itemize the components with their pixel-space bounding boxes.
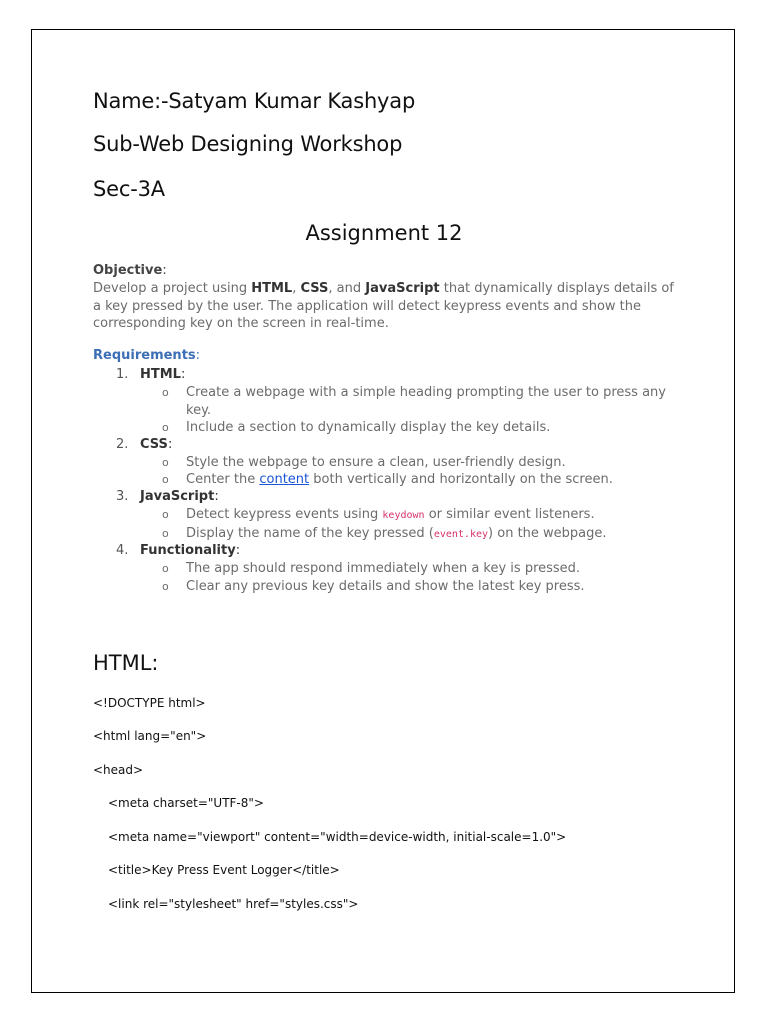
requirement-subitem: o Include a section to dynamically display the key details. [162, 420, 551, 436]
requirements-list [93, 367, 693, 595]
requirement-item: 2. CSS: [116, 436, 173, 452]
requirement-subitem: o Create a webpage with a simple heading prompting the user to press any key. [162, 385, 666, 418]
code-line: <html lang="en"> [93, 729, 207, 743]
code-line: <meta name="viewport" content="width=device-width, initial-scale=1.0"> [108, 830, 567, 844]
requirement-subitem: o The app should respond immediately when a key is pressed. [162, 561, 581, 577]
requirement-subitem: o Clear any previous key details and show the latest key press. [162, 578, 585, 594]
code-line: <link rel="stylesheet" href="styles.css"> [108, 897, 359, 911]
requirement-item: 4. Functionality: [116, 543, 241, 559]
code-line: <!DOCTYPE html> [93, 696, 206, 710]
requirement-subitem: o Style the webpage to ensure a clean, user-friendly design. [162, 455, 566, 470]
section-line: Sec-3A [93, 177, 165, 201]
subject-line: Sub-Web Designing Workshop [93, 132, 403, 156]
requirement-item: 3. JavaScript: [116, 488, 219, 504]
code-line: <head> [93, 763, 144, 777]
requirement-subitem: o Detect keypress events using keydown or similar event listeners. [162, 507, 595, 523]
content-link[interactable]: content [259, 472, 310, 488]
inline-code: event.key [433, 528, 489, 540]
student-name: Name:-Satyam Kumar Kashyap [93, 89, 416, 113]
requirement-subitem: o Center the content both vertically and horizontally on the screen. [162, 472, 613, 488]
assignment-title: Assignment 12 [305, 221, 463, 245]
requirement-subitem: o Display the name of the key pressed (event.key) on the webpage. [162, 525, 607, 541]
html-section-heading: HTML: [93, 651, 159, 675]
inline-code: keydown [382, 510, 425, 522]
requirement-item: 1. HTML: [116, 367, 186, 382]
objective-label: Objective: [93, 263, 167, 278]
code-line: <meta charset="UTF-8"> [108, 796, 264, 810]
code-line: <title>Key Press Event Logger</title> [108, 863, 340, 877]
requirements-label: Requirements: [93, 348, 201, 363]
objective-paragraph: Develop a project using HTML, CSS, and JavaScript that dynamically displays details of a key pressed by the user. The application will detect keypress events and show the corresponding key on the screen in real-time. [93, 281, 674, 331]
